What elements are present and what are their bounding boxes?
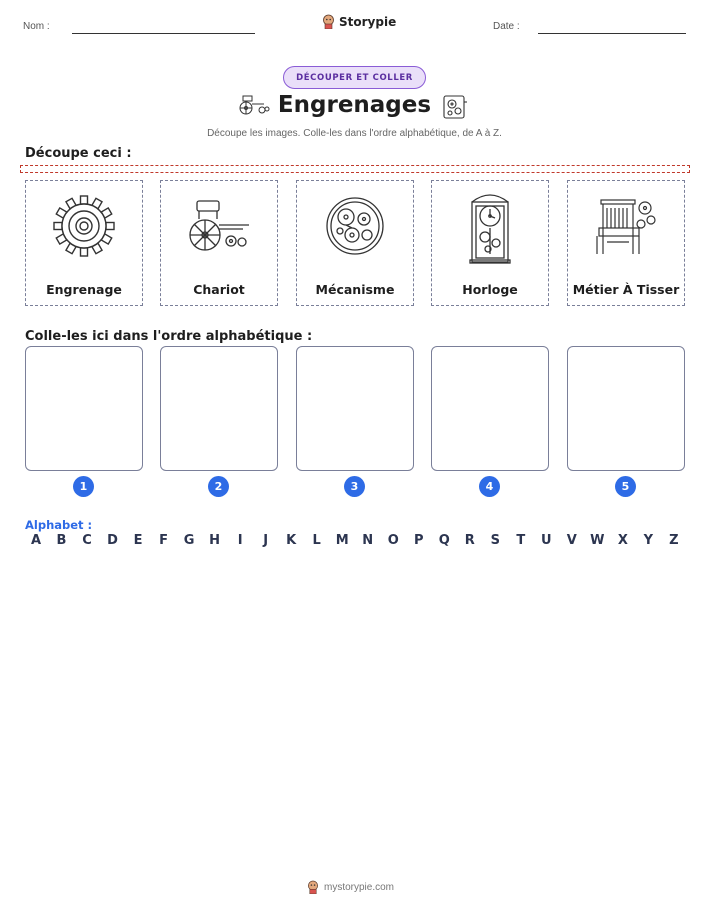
- alphabet-letter: H: [209, 533, 221, 548]
- position-number-5: 5: [615, 476, 636, 497]
- alphabet-letter: A: [30, 533, 42, 548]
- alphabet-heading: Alphabet :: [25, 518, 93, 532]
- gear-icon: [26, 189, 142, 263]
- footer-site-link[interactable]: mystorypie.com: [324, 881, 395, 893]
- cut-card-chariot[interactable]: [160, 180, 278, 306]
- brand-name: Storypie: [339, 14, 397, 29]
- alphabet-letter: Z: [669, 533, 679, 548]
- activity-badge: DÉCOUPER ET COLLER: [283, 66, 426, 89]
- cut-card-metier-a-tisser[interactable]: [567, 180, 685, 306]
- paste-section-heading: Colle-les ici dans l'ordre alphabétique :: [25, 329, 313, 344]
- position-number-3: 3: [344, 476, 365, 497]
- paste-box-1[interactable]: [25, 346, 143, 471]
- position-number-1: 1: [73, 476, 94, 497]
- alphabet-letter: M: [335, 533, 349, 548]
- paste-box-5[interactable]: [567, 346, 685, 471]
- card-label: Engrenage: [46, 282, 122, 297]
- cut-card-engrenage[interactable]: [25, 180, 143, 306]
- alphabet-letter: W: [590, 533, 605, 548]
- date-label: Date :: [493, 21, 520, 32]
- alphabet-letter: S: [490, 533, 500, 548]
- cut-card-mecanisme[interactable]: [296, 180, 414, 306]
- alphabet-letter: I: [237, 533, 243, 548]
- paste-box-2[interactable]: [160, 346, 278, 471]
- paste-box-3[interactable]: [296, 346, 414, 471]
- page-title: Engrenages: [277, 92, 432, 118]
- alphabet-letter: U: [541, 533, 552, 548]
- cut-section-heading: Découpe ceci :: [25, 146, 132, 161]
- instructions: Découpe les images. Colle-les dans l'ordre alphabétique, de A à Z.: [207, 128, 502, 139]
- alphabet-letter: G: [183, 533, 195, 548]
- position-number-4: 4: [479, 476, 500, 497]
- alphabet-letter: B: [56, 533, 67, 548]
- alphabet-letter: F: [159, 533, 169, 548]
- alphabet-letter: C: [82, 533, 92, 548]
- date-line[interactable]: [538, 33, 686, 34]
- loom-icon: [568, 189, 684, 263]
- cut-line: [20, 165, 690, 173]
- alphabet-letter: X: [617, 533, 628, 548]
- storypie-logo: [322, 14, 396, 29]
- card-label: Mécanisme: [315, 282, 395, 297]
- clock-icon: [432, 189, 548, 263]
- storypie-mascot-icon: [322, 14, 335, 29]
- mechanism-icon: [297, 189, 413, 263]
- footer: [307, 880, 394, 894]
- position-number-2: 2: [208, 476, 229, 497]
- alphabet-letter: L: [312, 533, 321, 548]
- alphabet-letter: D: [107, 533, 118, 548]
- clock-title-icon: [442, 94, 468, 124]
- cut-card-horloge[interactable]: [431, 180, 549, 306]
- alphabet-letter: N: [362, 533, 374, 548]
- alphabet-row: [25, 533, 685, 548]
- alphabet-letter: V: [566, 533, 577, 548]
- alphabet-letter: E: [133, 533, 143, 548]
- alphabet-letter: J: [263, 533, 269, 548]
- alphabet-letter: T: [516, 533, 526, 548]
- storypie-mascot-icon: [307, 880, 319, 894]
- alphabet-letter: Y: [643, 533, 654, 548]
- alphabet-letter: O: [387, 533, 399, 548]
- alphabet-letter: Q: [438, 533, 450, 548]
- alphabet-letter: P: [413, 533, 424, 548]
- card-label: Métier À Tisser: [572, 282, 680, 297]
- name-label: Nom :: [23, 21, 50, 32]
- chariot-icon: [161, 189, 277, 263]
- name-line[interactable]: [72, 33, 255, 34]
- paste-box-4[interactable]: [431, 346, 549, 471]
- alphabet-letter: K: [286, 533, 297, 548]
- card-label: Horloge: [462, 282, 518, 297]
- card-label: Chariot: [193, 282, 245, 297]
- alphabet-letter: R: [464, 533, 475, 548]
